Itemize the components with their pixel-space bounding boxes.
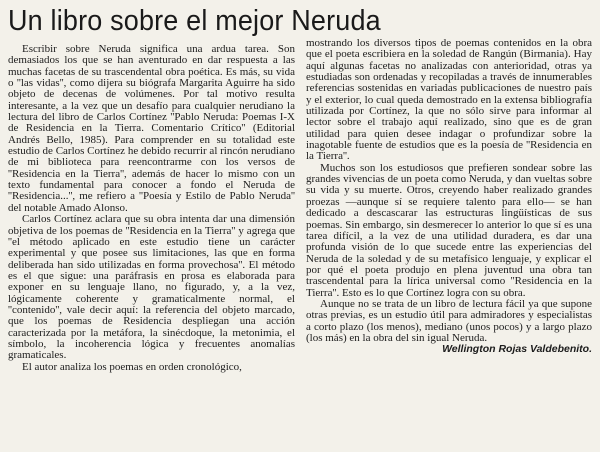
paragraph-1: Escribir sobre Neruda significa una ardua tarea. Son demasiados los que se han aventurado en dar respuesta a las muchas facetas de su trascendental obra poética. Es más, su vida o ''las vidas'', como dijera su biógrafa Margarita Aguirre ha sido objeto de decenas de volúmenes. Por tal motivo resulta interesante, a la vez que un desafío para cualquier nerudiano la lectura del libro de Carlos Cortínez ''Pablo Neruda: Poemas I-X de Residencia en la Tierra. Comentario Crítico'' (Editorial Andrés Bello, 1985). Para comprender en su totalidad este estudio de Carlos Cortínez he debido recurrir al rincón nerudiano de mi biblioteca para reencontrarme con los versos de ''Residencia en la Tierra'', además de hacer lo mismo con un texto fundamental para conocer a fondo el Neruda de ''Residencia...'', me refiero a ''Poesía y Estilo de Pablo Neruda'' del notable Amado Alonso.: [8, 44, 295, 214]
paragraph-3-continued: mostrando los diversos tipos de poemas contenidos en la obra que el poeta escribiera en la soledad de Rangún (Birmania). Hay aquí algunas facetas no analizadas con anterioridad, otras ya estudiadas son ordenadas y recopiladas a través de innumerables referencias sostenidas en variadas publicaciones de nuestro país y el exterior, lo cual queda demostrado en la extensa bibliografía utilizada por Cortínez, la que no sólo sirve para informar al lector sobre el trabajo aquí realizado, sino que es de gran utilidad para quien desee indagar o profundizar sobre la inagotable fuente de estudios que es la poesía de ''Residencia en la Tierra''.: [306, 38, 592, 163]
paragraph-5: Aunque no se trata de un libro de lectura fácil ya que supone otras previas, es un estudio útil para admiradores y especialistas a corto plazo (los menos), mediano (unos pocos) y a largo plazo (los más) en la obra del sin igual Neruda.: [306, 297, 592, 344]
paragraph-3: El autor analiza los poemas en orden cronológico,: [22, 360, 242, 373]
author-signature: Wellington Rojas Valdebenito.: [442, 343, 592, 356]
paragraph-2: Carlos Cortínez aclara que su obra intenta dar una dimensión objetiva de los poemas de ''Residencia en la Tierra'' y agrega que ''el método aplicado en este estudio tiene un carácter experimental y que posee sus limitaciones, las que en forma deliberada han sido utilizadas en forma provechosa''. El método es el que sigue: una paráfrasis en prosa es elaborada para exponer en su lenguaje llano, no figurado, y, a la vez, lógicamente coherente y gramaticalmente normal, el ''contenido'', vale decir aquí: la referencia del objeto marcado, que los poemas de Residencia despliegan una acción caracterizada por la metáfora, la sinécdoque, la metonimia, el símbolo, la incoherencia lógica y frecuentes anomalías gramaticales.: [8, 213, 295, 362]
article-headline: Un libro sobre el mejor Neruda: [8, 5, 381, 37]
paragraph-4: Muchos son los estudiosos que prefieren sondear sobre las grandes vivencias de un poeta como Neruda, y dan vueltas sobre su vida y su muerte. Otros, creyendo haber realizado grandes proezas —aunque sí se requiere talento para ello— se han dedicado a descascarar las estructuras lingüísticas de sus poemas. Sin embargo, sin desmerecer lo anterior lo que sí es una tarea difícil, a la vez de una utilidad duradera, es dar una profunda visión de lo que sucede entre las experiencias del Neruda de la soledad y de su metafísico lenguaje, y explicar el por qué el poeta produjo en plena juventud una obra tan trascendental para la lírica universal como ''Residencia en la Tierra''. Esto es lo que Cortínez logra con su obra.: [306, 161, 592, 299]
article-column-right: [306, 38, 592, 446]
article-column-left: [8, 44, 295, 452]
